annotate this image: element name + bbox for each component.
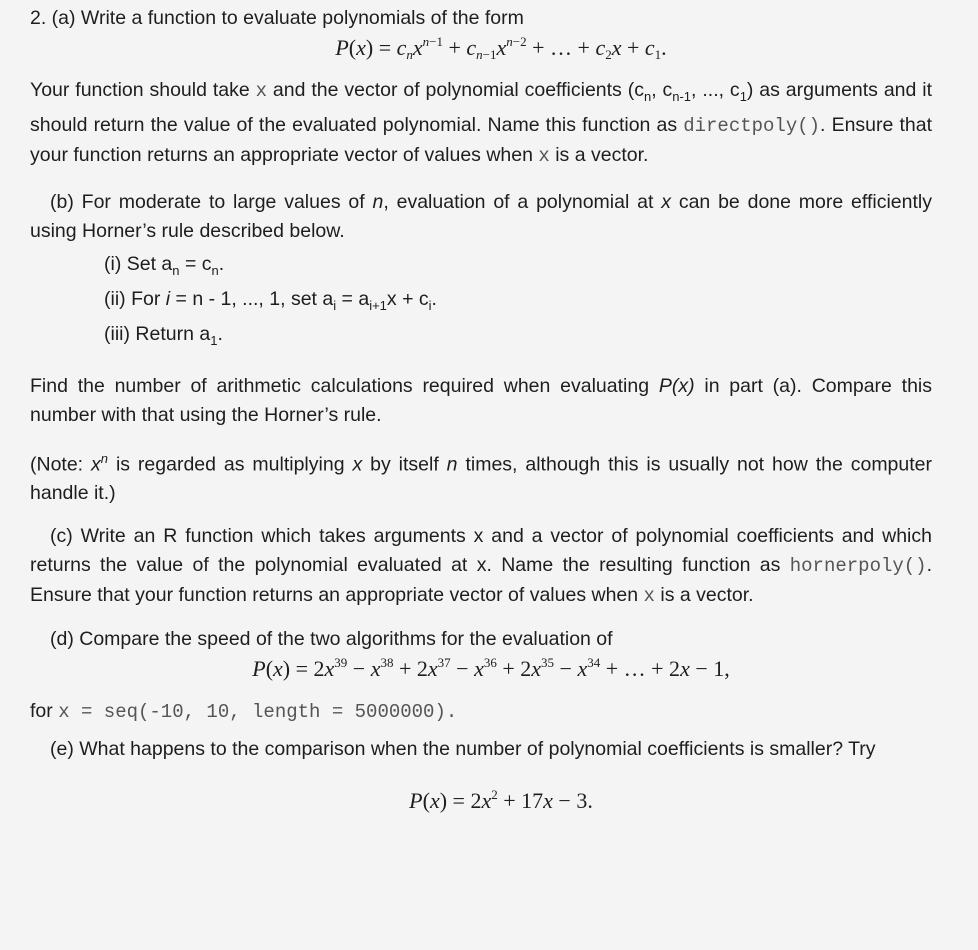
equation-degree-39: $P(x) = 2x^{39} - x^{38} + 2x^{37} - x^{36} + 2x^{35} - x^{34}$ + … + 2x − 1, <box>252 655 730 682</box>
part-d-for-line: for x = seq(-10, 10, length = 5000000). <box>30 700 458 724</box>
directpoly-code: directpoly() <box>683 114 821 137</box>
seq-code: x = seq(-10, 10, length = 5000000). <box>58 701 458 724</box>
part-a-heading: 2. (a) Write a function to evaluate polynomials of the form <box>30 7 524 29</box>
horner-step-2: (ii) For i = n - 1, ..., 1, set $a_i = a_{i+1}x + c_i$. <box>104 287 437 313</box>
equation-quadratic: $P(x) = 2x^2 + 17x - 3$. <box>409 787 593 814</box>
part-a-body: Your function should take x and the vector of polynomial coefficients ($c_n$, $c_{n-1}$, ..., $c_1$) as arguments and it should return the value of the evaluated polynomial. Name this function as directpoly(). Ensure that your function returns an appropriate vector of values when x is a vector. <box>30 79 932 167</box>
hornerpoly-code: hornerpoly() <box>789 555 927 578</box>
part-b-note: (Note: $x^n$ is regarded as multiplying x by itself n times, although this is usually not how the computer handle it.) <box>30 450 933 505</box>
part-b-intro: (b) For moderate to large values of n, evaluation of a polynomial at x can be done more efficiently using Horner’s rule described below. <box>30 190 932 242</box>
part-e-body: (e) What happens to the comparison when the number of polynomial coefficients is smaller? Try <box>50 738 876 761</box>
horner-step-3: (iii) Return $a_1$. <box>104 322 223 348</box>
horner-steps <box>30 246 932 355</box>
part-d-intro: (d) Compare the speed of the two algorithms for the evaluation of <box>50 628 613 651</box>
horner-step-1: (i) Set $a_n = c_n$. <box>104 252 225 278</box>
part-c-body: (c) Write an R function which takes arguments x and a vector of polynomial coefficients and which returns the value of the polynomial evaluated at x. Name the resulting function as hornerpoly(). Ensure that your function returns an appropriate vector of values when x is a vector. <box>30 525 932 608</box>
equation-general-polynomial: $P(x) = c_nx^{n-1} + c_{n-1}x^{n-2}$ + … + $c_2x + c_1$. <box>335 34 667 62</box>
part-b-find: Find the number of arithmetic calculations required when evaluating P(x) in part (a). Compare this number with that using the Horner’s rule. <box>30 374 933 426</box>
